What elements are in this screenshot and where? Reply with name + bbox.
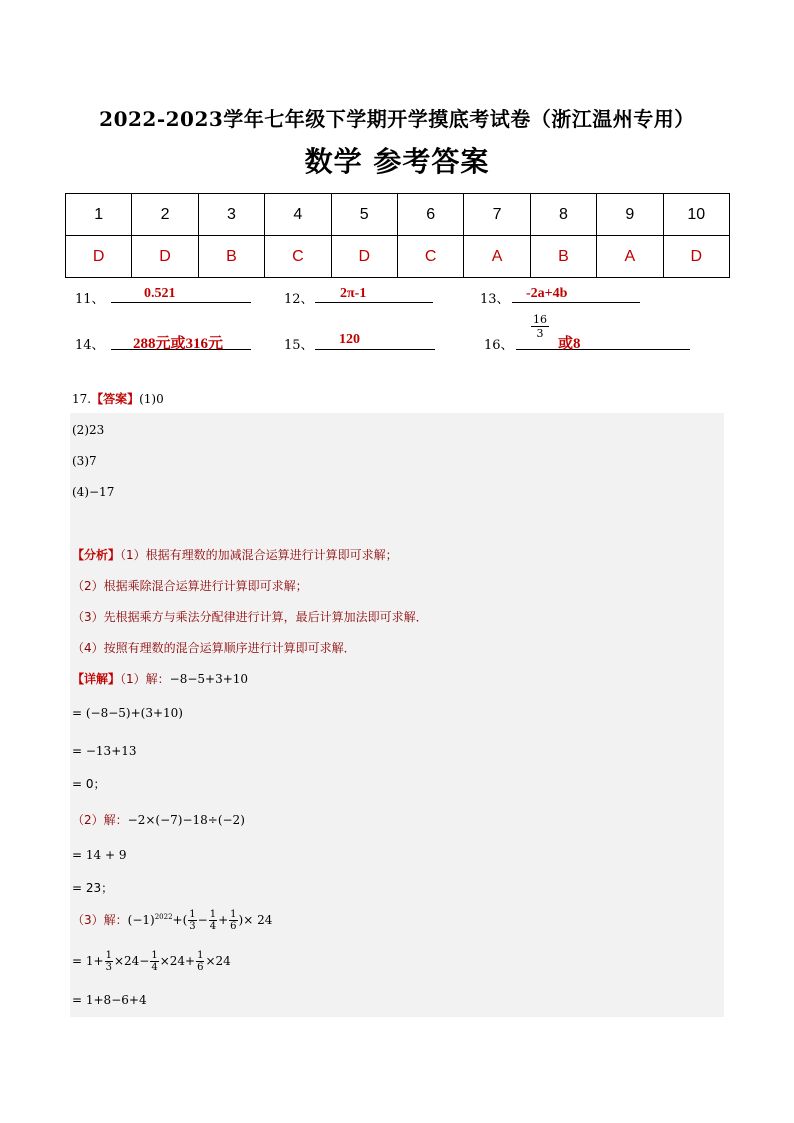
question-number-cell: 1 [66, 194, 132, 236]
question-number-cell: 9 [597, 194, 663, 236]
analysis-line-1 [72, 546, 398, 563]
question-number-cell: 6 [397, 194, 463, 236]
q12-blank [315, 284, 433, 303]
q16-fraction [531, 313, 549, 340]
question-number-cell: 3 [198, 194, 264, 236]
answer-cell: B [530, 236, 596, 278]
question-number-cell: 8 [530, 194, 596, 236]
d2-step-1: = 14 + 9 [72, 848, 127, 862]
q16-answer: 或8 [558, 336, 581, 352]
q16-label: 16、 [484, 338, 514, 353]
question-number-cell: 10 [663, 194, 729, 236]
q15-label: 15、 [284, 338, 314, 353]
q12-label: 12、 [284, 292, 314, 307]
q11-answer: 0.521 [144, 286, 176, 301]
d1-step-2: = −13+13 [72, 744, 137, 758]
d1-step-3: = 0； [72, 777, 106, 791]
d2-expression: −2×(−7)−18÷(−2) [127, 813, 245, 827]
analysis-text-1: （1）根据有理数的加减混合运算进行计算即可求解； [120, 548, 398, 562]
q15-answer: 120 [339, 332, 360, 347]
q17-ans2: (2)23 [72, 423, 105, 437]
analysis-tag: 【分析】 [72, 548, 121, 562]
fraction-1-3: $\frac{1}{3}$ [189, 909, 196, 932]
answer-table [65, 193, 730, 278]
question-number-cell: 4 [265, 194, 331, 236]
q13-label: 13、 [480, 292, 510, 307]
answer-cell: A [464, 236, 530, 278]
fraction-1-4: $\frac{1}{4}$ [209, 909, 217, 932]
q17-ans4: (4)−17 [72, 485, 115, 499]
q11-label: 11、 [75, 292, 105, 307]
q17-ans1: (1)0 [139, 392, 164, 406]
detail-line-2 [72, 811, 245, 828]
q13-answer: -2a+4b [526, 286, 568, 301]
detail-line-1 [72, 670, 248, 687]
question-number-cell: 5 [331, 194, 397, 236]
answer-tag: 【答案】 [91, 392, 140, 406]
q12-answer: 2π-1 [340, 286, 367, 301]
answer-cell: A [597, 236, 663, 278]
d1-label: （1）解： [120, 672, 170, 686]
fraction-1-6: $\frac{1}{6}$ [230, 909, 237, 932]
d3-step-1: = 1+ $\frac{1}{3}$ ×24− $\frac{1}{4}$ ×24+ $\frac{1}{6}$ ×24 [72, 950, 231, 973]
d3-exponent: 2022 [154, 913, 173, 921]
q17-number: 17. [72, 392, 92, 406]
q16-fraction-numerator: 16 [533, 313, 547, 326]
q17-answer-line [72, 390, 164, 407]
document-title: 2022-2023学年七年级下学期开学摸底考试卷（浙江温州专用） [99, 107, 695, 131]
q15-blank [315, 331, 435, 350]
detail-line-3: （3）解：$(-1)^{2022}+$( $\frac{1}{3}$ − $\frac{1}{4}$ + $\frac{1}{6}$ )× 24 [72, 909, 273, 932]
answer-table-header-row [66, 194, 730, 236]
d1-expression: −8−5+3+10 [169, 672, 249, 686]
answer-cell: D [331, 236, 397, 278]
d2-step-2: = 23； [72, 881, 114, 895]
answer-table-answer-row [66, 236, 730, 278]
answer-cell: D [132, 236, 198, 278]
q14-answer: 288元或316元 [133, 336, 224, 352]
analysis-line-2: （2）根据乘除混合运算进行计算即可求解； [72, 579, 308, 593]
q16-fraction-denominator: 3 [536, 327, 544, 340]
d3-tail: × 24 [243, 913, 273, 927]
d1-step-1: = (−8−5)+(3+10) [72, 706, 183, 720]
d3-label: （3）解： [72, 913, 128, 927]
answer-cell: D [663, 236, 729, 278]
q11-blank [111, 284, 251, 303]
detail-tag: 【详解】 [72, 672, 121, 686]
d3-step-2: = 1+8−6+4 [72, 993, 147, 1007]
analysis-line-4: （4）按照有理数的混合运算顺序进行计算即可求解． [72, 641, 356, 655]
d2-label: （2）解： [72, 813, 128, 827]
question-number-cell: 2 [132, 194, 198, 236]
answer-cell: B [198, 236, 264, 278]
d3-step-1-head: = 1+ [72, 954, 104, 968]
answer-cell: D [66, 236, 132, 278]
answer-cell: C [397, 236, 463, 278]
q14-label: 14、 [75, 338, 105, 353]
d3-power: (−1) [127, 913, 155, 927]
analysis-line-3: （3）先根据乘方与乘法分配律进行计算，最后计算加法即可求解． [72, 610, 428, 624]
question-number-cell: 7 [464, 194, 530, 236]
q17-ans3: (3)7 [72, 454, 97, 468]
answer-cell: C [265, 236, 331, 278]
document-subtitle: 数学 参考答案 [304, 145, 490, 178]
